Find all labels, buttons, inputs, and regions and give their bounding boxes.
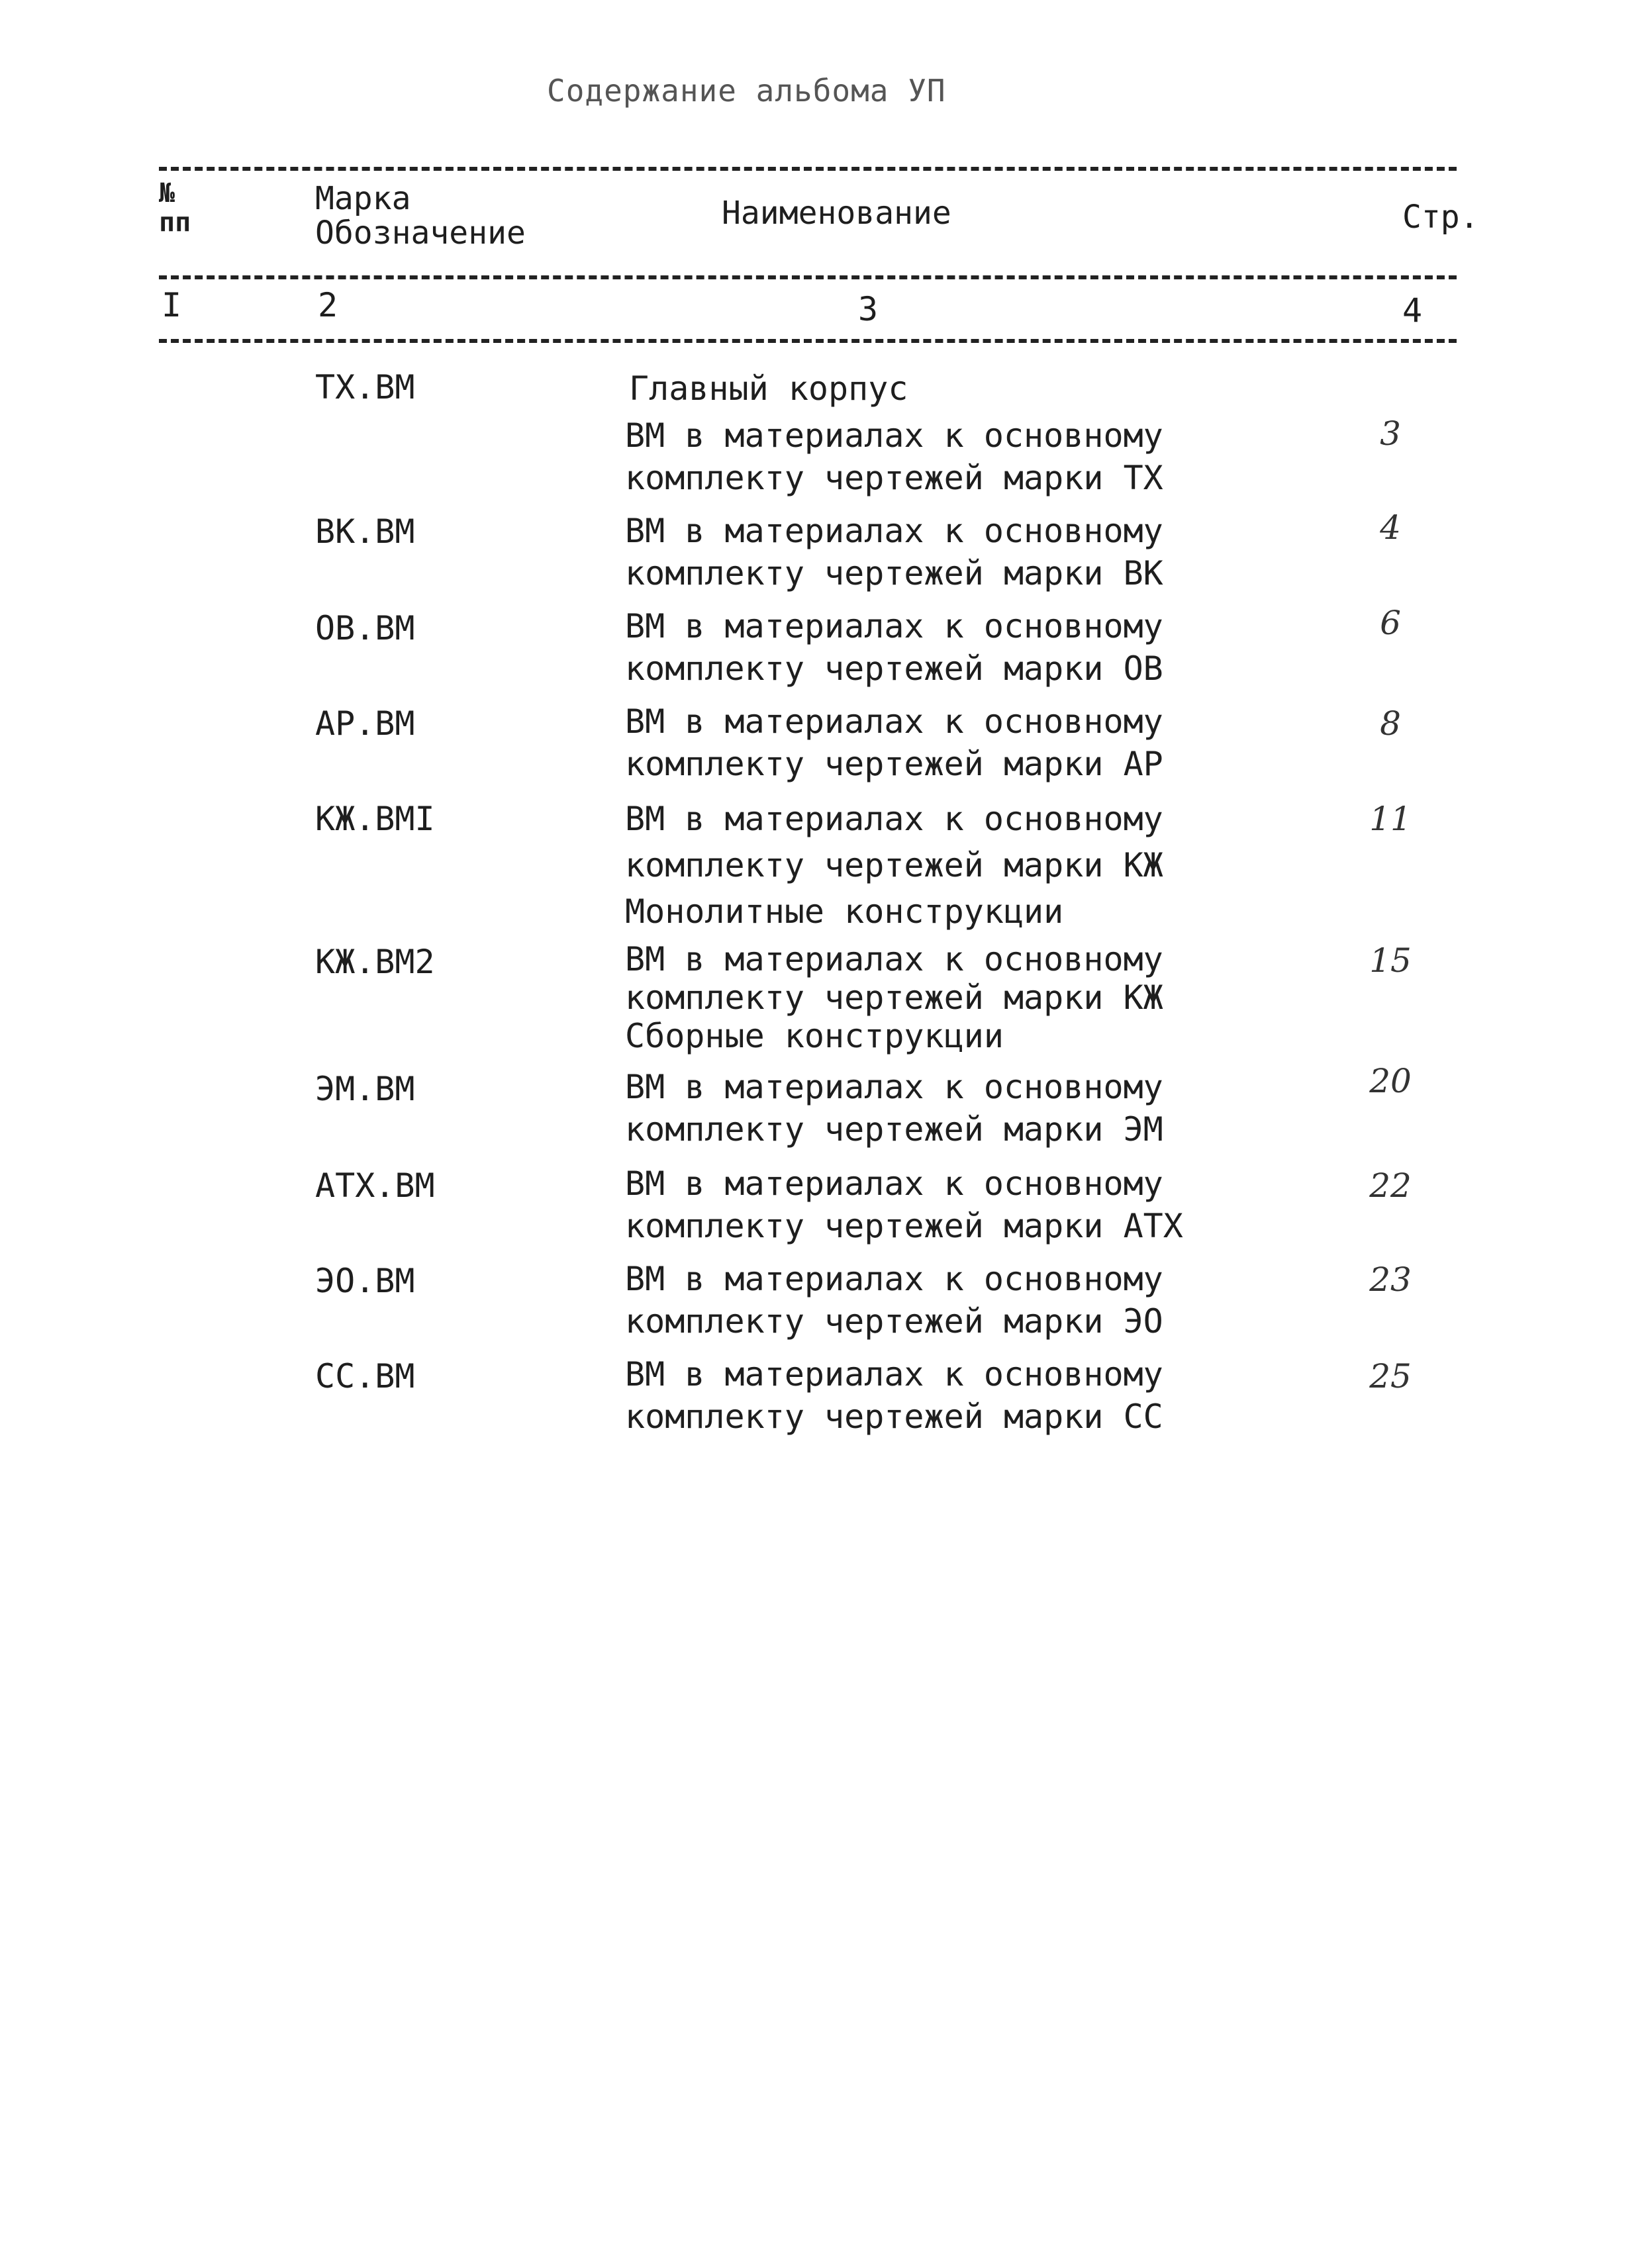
- row-name: [625, 414, 1163, 499]
- row-page-number: 6: [1380, 604, 1401, 642]
- row-page-number: 11: [1369, 800, 1412, 838]
- row-name-line: комплекту чертежей марки ЭО: [625, 1302, 1163, 1341]
- row-page-number: 8: [1380, 704, 1401, 743]
- row-name: [625, 796, 1163, 935]
- row-name-line: комплекту чертежей марки ЭМ: [625, 1110, 1163, 1149]
- column-number-2: 2: [318, 286, 338, 324]
- row-name-line: ВМ в материалах к основному: [625, 702, 1163, 741]
- row-name-line: комплекту чертежей марки ТХ: [625, 459, 1163, 497]
- row-name: [625, 1258, 1163, 1343]
- header-designation-label: Обозначение: [315, 214, 526, 252]
- header-mark-label: Марка: [315, 180, 411, 217]
- header-bottom-rule: [159, 275, 1457, 279]
- row-name-line: ВМ в материалах к основному: [625, 512, 1163, 550]
- row-name: [625, 700, 1163, 785]
- row-name: [625, 1066, 1163, 1151]
- row-name: [625, 1353, 1163, 1438]
- header-number-column: [159, 179, 191, 237]
- row-name-line: ВМ в материалах к основному: [625, 1260, 1163, 1298]
- row-name-line: комплекту чертежей марки ВК: [625, 554, 1163, 592]
- row-name: [625, 940, 1163, 1055]
- row-code: ВК.ВМ: [315, 512, 415, 551]
- row-name-line: комплекту чертежей марки КЖ: [625, 978, 1163, 1017]
- row-name-line: комплекту чертежей марки СС: [625, 1397, 1163, 1436]
- header-number-sign: №: [159, 178, 175, 209]
- column-number-4: 4: [1402, 291, 1423, 330]
- row-code: ЭМ.ВМ: [315, 1070, 415, 1108]
- row-name-line: Монолитные конструкции: [625, 892, 1064, 931]
- row-name-line: комплекту чертежей марки ОВ: [625, 649, 1163, 688]
- header-mark-column: [315, 181, 526, 250]
- row-name-line: ВМ в материалах к основному: [625, 1355, 1163, 1394]
- row-page-number: 15: [1369, 941, 1412, 980]
- row-code: АР.ВМ: [315, 704, 415, 743]
- header-page-label: Стр.: [1402, 199, 1479, 236]
- row-name-line: ВМ в материалах к основному: [625, 416, 1163, 455]
- column-numbers-bottom-rule: [159, 339, 1457, 343]
- column-number-1: I: [162, 286, 182, 324]
- row-name-line: комплекту чертежей марки АТХ: [625, 1207, 1183, 1245]
- column-number-3: 3: [858, 290, 879, 328]
- row-code: АТХ.ВМ: [315, 1166, 435, 1205]
- row-page-number: 25: [1369, 1357, 1412, 1395]
- row-name-line: ВМ в материалах к основному: [625, 1068, 1163, 1106]
- row-code: ТХ.ВМ: [315, 368, 415, 406]
- header-number-abbr: пп: [159, 207, 191, 238]
- row-page-number: 22: [1369, 1166, 1412, 1205]
- row-name-line: ВМ в материалах к основному: [625, 607, 1163, 645]
- album-contents-title: Содержание альбома УП: [547, 73, 946, 109]
- row-page-number: 20: [1369, 1062, 1412, 1100]
- row-page-number: 3: [1380, 414, 1401, 453]
- table-top-rule: [159, 167, 1457, 171]
- row-name-line: Сборные конструкции: [625, 1017, 1004, 1055]
- row-name: [625, 605, 1163, 690]
- row-page-number: 4: [1380, 508, 1401, 547]
- row-code: КЖ.ВМ2: [315, 943, 435, 981]
- row-name: [625, 1162, 1183, 1247]
- row-name-line: комплекту чертежей марки КЖ: [625, 846, 1163, 884]
- row-name-line: ВМ в материалах к основному: [625, 1164, 1163, 1203]
- row-name-line: комплекту чертежей марки АР: [625, 745, 1163, 783]
- row-page-number: 23: [1369, 1260, 1412, 1299]
- row-code: ЭО.ВМ: [315, 1262, 415, 1300]
- row-name-line: ВМ в материалах к основному: [625, 800, 1163, 838]
- section-heading: Главный корпус: [629, 369, 908, 408]
- row-name: [625, 510, 1163, 594]
- row-code: КЖ.ВМI: [315, 800, 435, 838]
- row-name-line: ВМ в материалах к основному: [625, 940, 1163, 978]
- header-name-label: Наименование: [722, 195, 951, 232]
- row-code: ОВ.ВМ: [315, 609, 415, 647]
- row-code: СС.ВМ: [315, 1357, 415, 1395]
